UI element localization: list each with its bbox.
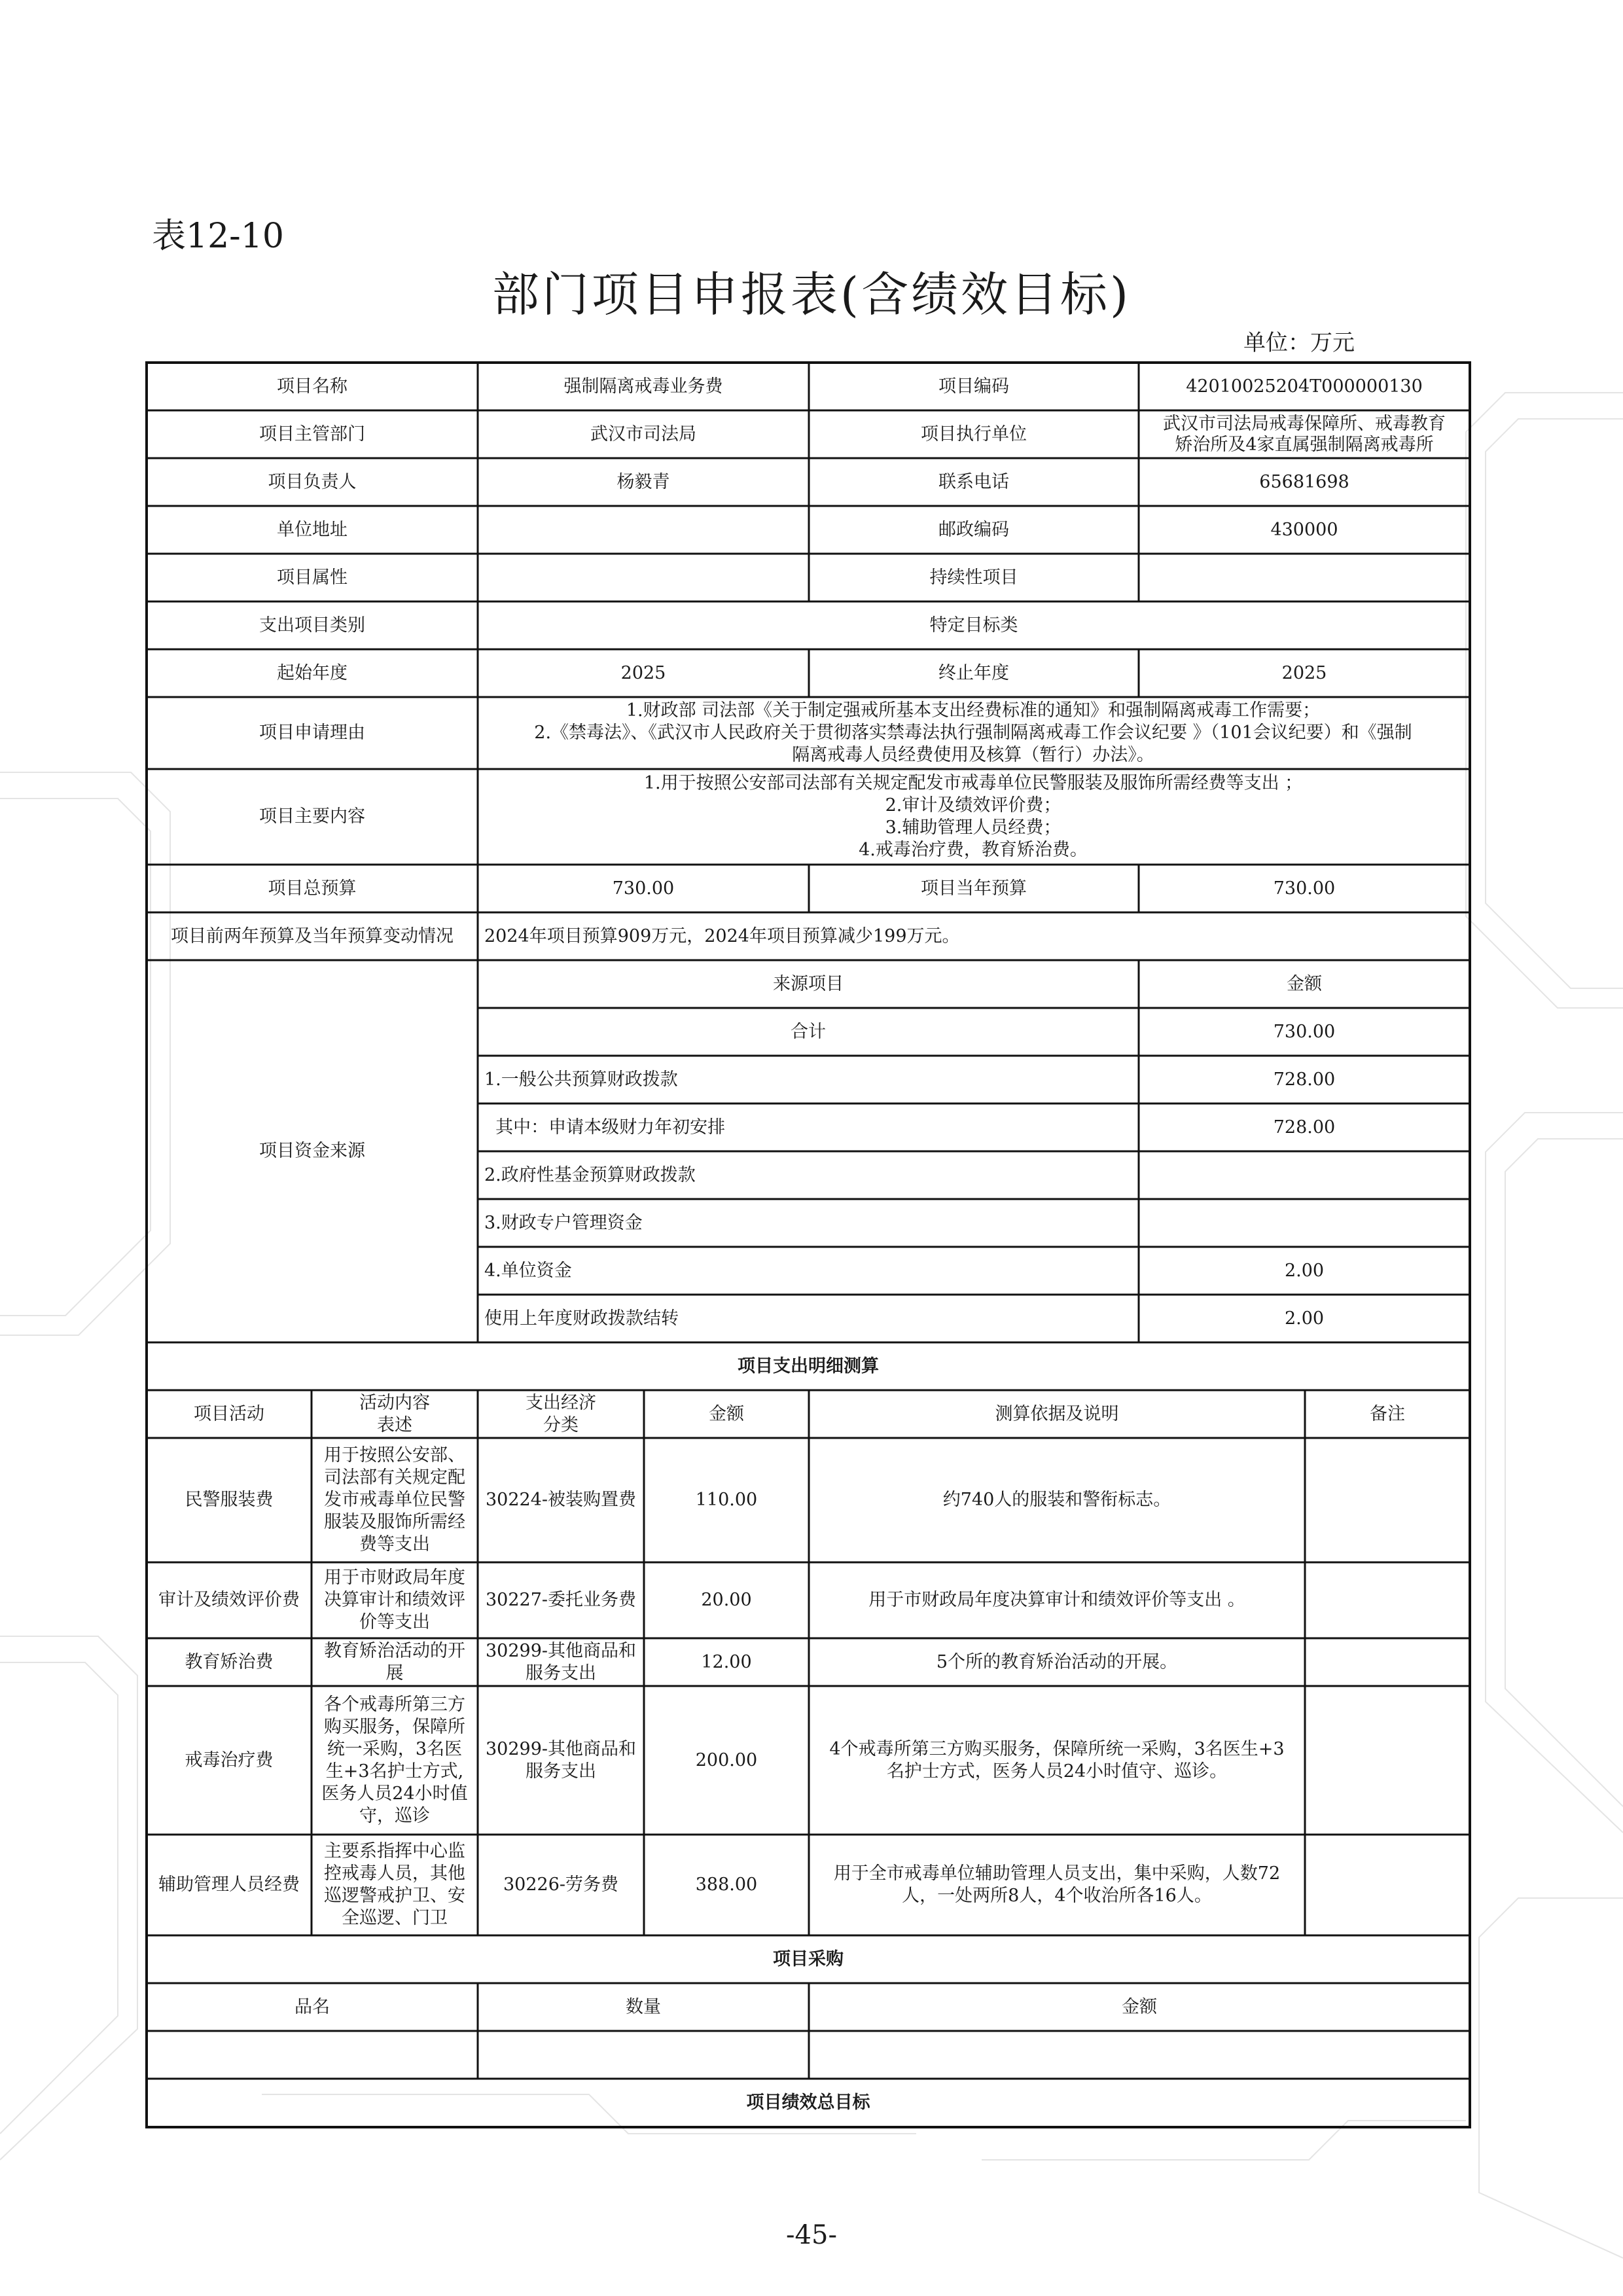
funding-row-amount — [1139, 1151, 1470, 1199]
project-code-value: 42010025204T000000130 — [1186, 376, 1423, 397]
funding-source-header: 来源项目 — [773, 973, 844, 994]
detail-econ: 30227-委托业务费 — [485, 1590, 636, 1610]
detail-basis: 5个所的教育矫治活动的开展。 — [936, 1651, 1178, 1672]
attr-label: 项目属性 — [277, 567, 348, 588]
reason-line-2: 2.《禁毒法》、《武汉市人民政府关于贯彻落实禁毒法执行强制隔离戒毒工作会议纪要 》（101会议纪要）和《强制 — [534, 723, 1412, 743]
project-name-value: 强制隔离戒毒业务费 — [563, 376, 723, 397]
funding-row-amount: 728.00 — [1273, 1069, 1336, 1090]
detail-remark — [1305, 1638, 1470, 1686]
detail-activity: 辅助管理人员经费 — [158, 1874, 300, 1895]
table-label: 表12-10 — [152, 217, 284, 256]
reason-text — [478, 697, 1470, 769]
detail-desc — [312, 1638, 478, 1686]
basis-line: 人，一处两所8人，4个收治所各16人。 — [902, 1886, 1212, 1906]
content-text — [478, 769, 1470, 865]
funding-row-amount: 2.00 — [1284, 1308, 1325, 1329]
desc-line: 全巡逻、门卫 — [342, 1908, 448, 1928]
procurement-header-quantity: 数量 — [626, 1996, 661, 2017]
desc-line: 生+3名护士方式, — [325, 1761, 464, 1782]
funding-row-name: 其中：申请本级财力年初安排 — [484, 1117, 726, 1138]
detail-header-basis: 测算依据及说明 — [995, 1403, 1119, 1424]
project-name-label: 项目名称 — [277, 376, 348, 397]
exec-unit-label: 项目执行单位 — [921, 423, 1027, 444]
leader-label: 项目负责人 — [268, 471, 357, 492]
desc-line: 价等支出 — [359, 1612, 430, 1632]
basis-line: 4个戒毒所第三方购买服务，保障所统一采购，3名医生+3 — [829, 1738, 1285, 1759]
detail-activity: 民警服装费 — [185, 1490, 274, 1510]
exec-unit-line-1: 武汉市司法局戒毒保障所、戒毒教育 — [1163, 413, 1446, 434]
content-line-4: 4.戒毒治疗费，教育矫治费。 — [859, 840, 1088, 860]
detail-basis — [809, 1835, 1305, 1935]
funding-row-name: 使用上年度财政拨款结转 — [484, 1308, 679, 1329]
content-line-3: 3.辅助管理人员经费； — [885, 817, 1061, 838]
total-budget-label: 项目总预算 — [268, 878, 357, 899]
desc-line: 费等支出 — [359, 1534, 430, 1554]
funding-row-name: 3.财政专户管理资金 — [484, 1212, 643, 1233]
desc-line: 教育矫治活动的开 — [324, 1640, 465, 1661]
detail-remark — [1305, 1835, 1470, 1935]
leader-value: 杨毅青 — [616, 471, 670, 492]
desc-line: 用于按照公安部、 — [324, 1445, 465, 1465]
reason-line-3: 隔离戒毒人员经费使用及核算（暂行）办法》。 — [792, 745, 1154, 765]
dept-label: 项目主管部门 — [259, 423, 365, 444]
procurement-header-item: 品名 — [294, 1996, 330, 2017]
detail-remark — [1305, 1686, 1470, 1835]
detail-desc — [312, 1686, 478, 1835]
exec-unit-value — [1139, 410, 1470, 458]
detail-basis: 约740人的服装和警衔标志。 — [942, 1490, 1171, 1510]
dept-value: 武汉市司法局 — [590, 423, 696, 444]
funding-label: 项目资金来源 — [259, 1141, 365, 1161]
detail-econ — [478, 1686, 644, 1835]
budget-change-label: 项目前两年预算及当年预算变动情况 — [171, 925, 454, 946]
detail-basis — [809, 1686, 1305, 1835]
category-value: 特定目标类 — [929, 615, 1018, 636]
funding-row-amount: 730.00 — [1273, 1021, 1336, 1042]
detail-basis: 用于市财政局年度决算审计和绩效评价等支出 。 — [868, 1590, 1245, 1610]
unit-label: 单位：万元 — [1243, 330, 1355, 356]
detail-amount: 20.00 — [701, 1590, 752, 1610]
end-year-value: 2025 — [1281, 662, 1327, 683]
budget-change-value: 2024年项目预算909万元，2024年项目预算减少199万元。 — [484, 925, 960, 946]
funding-row-name: 合计 — [791, 1021, 826, 1042]
postcode-label: 邮政编码 — [938, 519, 1009, 540]
detail-header-amount: 金额 — [709, 1403, 744, 1424]
exec-unit-line-2: 矫治所及4家直属强制隔离戒毒所 — [1175, 434, 1434, 455]
funding-row-name: 2.政府性基金预算财政拨款 — [484, 1164, 696, 1185]
end-year-label: 终止年度 — [938, 662, 1009, 683]
econ-line: 服务支出 — [526, 1662, 596, 1683]
desc-line: 统一采购，3名医 — [327, 1738, 463, 1759]
desc-line: 医务人员24小时值 — [321, 1783, 468, 1804]
content-line-1: 1.用于按照公安部司法部有关规定配发市戒毒单位民警服装及服饰所需经费等支出 ； — [643, 773, 1303, 793]
detail-amount: 200.00 — [695, 1749, 758, 1770]
detail-activity: 戒毒治疗费 — [185, 1749, 274, 1770]
detail-header-remark: 备注 — [1370, 1403, 1405, 1424]
procurement-section-title: 项目采购 — [773, 1948, 844, 1969]
total-budget-value: 730.00 — [612, 878, 675, 899]
basis-line: 名护士方式，医务人员24小时值守、巡诊。 — [886, 1761, 1228, 1782]
funding-row-amount: 728.00 — [1273, 1117, 1336, 1138]
detail-activity: 审计及绩效评价费 — [158, 1590, 300, 1610]
content-line-2: 2.审计及绩效评价费； — [885, 795, 1061, 816]
detail-remark — [1305, 1438, 1470, 1562]
econ-line: 30299-其他商品和 — [485, 1738, 636, 1759]
desc-line: 巡逻警戒护卫、安 — [324, 1886, 465, 1906]
detail-header-econ: 支出经济 分类 — [526, 1392, 596, 1435]
page-title: 部门项目申报表(含绩效目标) — [491, 267, 1132, 322]
start-year-value: 2025 — [620, 662, 666, 683]
detail-desc — [312, 1835, 478, 1935]
address-value — [478, 506, 809, 554]
detail-amount: 12.00 — [701, 1651, 752, 1672]
econ-line: 30299-其他商品和 — [485, 1640, 636, 1661]
basis-line: 用于全市戒毒单位辅助管理人员支出，集中采购，人数72 — [833, 1863, 1281, 1884]
reason-label: 项目申请理由 — [259, 723, 365, 743]
desc-line: 决算审计和绩效评 — [324, 1590, 465, 1610]
project-code-label: 项目编码 — [938, 376, 1009, 397]
category-label: 支出项目类别 — [259, 615, 365, 636]
detail-remark — [1305, 1562, 1470, 1638]
funding-amount-header: 金额 — [1287, 973, 1322, 994]
detail-econ — [478, 1638, 644, 1686]
phone-label: 联系电话 — [938, 471, 1009, 492]
detail-header-desc: 活动内容 表述 — [359, 1392, 430, 1435]
detail-amount: 388.00 — [695, 1874, 758, 1895]
funding-row-amount — [1139, 1199, 1470, 1247]
desc-line: 发市戒毒单位民警 — [324, 1490, 465, 1510]
detail-amount: 110.00 — [695, 1490, 758, 1510]
start-year-label: 起始年度 — [277, 662, 348, 683]
desc-line: 展 — [385, 1662, 404, 1683]
detail-desc — [312, 1562, 478, 1638]
postcode-value: 430000 — [1270, 519, 1338, 540]
detail-econ: 30226-劳务费 — [503, 1874, 618, 1895]
detail-activity: 教育矫治费 — [185, 1651, 274, 1672]
desc-line: 司法部有关规定配 — [324, 1467, 465, 1488]
desc-line: 守，巡诊 — [359, 1805, 430, 1826]
address-label: 单位地址 — [277, 519, 348, 540]
reason-line-1: 1.财政部 司法部《关于制定强戒所基本支出经费标准的通知》和强制隔离戒毒工作需要； — [626, 700, 1321, 721]
detail-header-activity: 项目活动 — [194, 1403, 264, 1424]
desc-line: 购买服务，保障所 — [324, 1716, 465, 1737]
performance-section-title: 项目绩效总目标 — [746, 2092, 870, 2113]
econ-line: 服务支出 — [526, 1761, 596, 1782]
content-label: 项目主要内容 — [259, 806, 365, 827]
funding-row-name: 4.单位资金 — [484, 1260, 572, 1281]
detail-section-title: 项目支出明细测算 — [738, 1355, 879, 1376]
phone-value: 65681698 — [1259, 471, 1349, 492]
current-budget-value: 730.00 — [1273, 878, 1336, 899]
procurement-header-amount: 金额 — [1122, 1996, 1157, 2017]
desc-line: 用于市财政局年度 — [324, 1568, 465, 1588]
attr-value: 持续性项目 — [929, 567, 1018, 588]
detail-desc — [312, 1438, 478, 1562]
desc-line: 各个戒毒所第三方 — [324, 1694, 465, 1715]
desc-line: 服装及服饰所需经 — [324, 1512, 465, 1532]
detail-econ: 30224-被装购置费 — [485, 1490, 636, 1510]
desc-line: 控戒毒人员，其他 — [324, 1863, 465, 1884]
page-number: -45- — [786, 2220, 837, 2250]
funding-row-amount: 2.00 — [1284, 1260, 1325, 1281]
funding-row-name: 1.一般公共预算财政拨款 — [484, 1069, 678, 1090]
desc-line: 主要系指挥中心监 — [324, 1841, 465, 1861]
current-budget-label: 项目当年预算 — [921, 878, 1027, 899]
